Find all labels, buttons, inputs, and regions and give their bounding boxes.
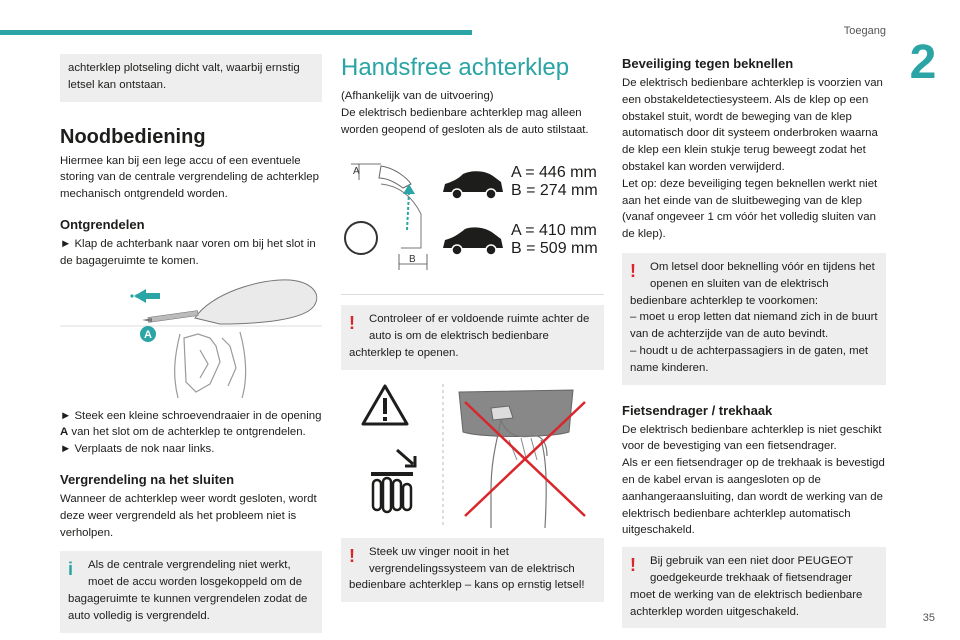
availability-note: (Afhankelijk van de uitvoering) xyxy=(341,90,494,102)
warning-box-space: ! Controleer of er voldoende ruimte achter de auto is om de elektrisch bedienbare achterklep te openen. xyxy=(341,305,604,369)
warning-icon: ! xyxy=(349,545,355,566)
car-crossover-icon xyxy=(441,224,505,258)
warning-icon: ! xyxy=(349,313,355,334)
dimension-b-first: B = 274 mm xyxy=(511,182,598,200)
heading-emergency: Noodbediening xyxy=(60,125,206,148)
lock-paragraph: Wanneer de achterklep weer wordt gesloten, wordt deze weer vergrendeld als het probleem niet is verholpen. xyxy=(60,492,317,539)
emergency-paragraph: Hiermee kan bij een lege accu of een eventuele storing van de centrale vergrendeling de achterklep mechanisch ontgrendeld worden. xyxy=(60,154,319,201)
warning-item: – houdt u de achterpassagiers in de gaten, met name kinderen. xyxy=(630,344,869,374)
continued-warning-box xyxy=(60,54,322,102)
warning-icon: ! xyxy=(630,555,636,576)
warning-box-finger: ! Steek uw vinger nooit in het vergrendelingssysteem van de elektrisch bedienbare achterklep – kans op ernstig letsel! xyxy=(341,538,604,602)
dimension-b-marker: B xyxy=(409,254,416,266)
dimension-a-second: A = 410 mm xyxy=(511,222,597,240)
page-number: 35 xyxy=(922,612,935,624)
chapter-number: 2 xyxy=(909,36,937,89)
bike-carrier-paragraph-2: Als er een fietsendrager op de trekhaak is bevestigd en de kabel ervan is aangesloten op de aanhangeraansluiting, dan wordt de werking van de elektrisch bedienbare achterklep automatisch uitgeschakeld. xyxy=(622,457,885,537)
bike-carrier-paragraph-1: De elektrisch bedienbare achterklep is niet geschikt voor de bevestiging van een fietsendrager. xyxy=(622,423,882,453)
divider xyxy=(341,294,604,295)
car-suv-icon xyxy=(441,168,505,202)
hand-pinch-icon xyxy=(371,450,415,512)
clearance-diagram xyxy=(341,158,604,286)
unlock-step-2: ► Steek een kleine schroevendraaier in de opening A van het slot om de achterklep te ontgrendelen. xyxy=(60,409,322,439)
column-right xyxy=(622,54,886,628)
hazard-triangle-icon xyxy=(363,386,407,424)
heading-bike-carrier: Fietsendrager / trekhaak xyxy=(622,402,773,418)
info-icon: i xyxy=(68,559,74,580)
column-middle xyxy=(341,54,604,602)
callout-a-label: A xyxy=(144,328,152,341)
finger-warning-illustration xyxy=(341,380,604,530)
continued-warning-text: achterklep plotseling dicht valt, waarbij ernstig letsel kan ontstaan. xyxy=(68,62,300,91)
warning-box-towbar: ! Bij gebruik van een niet door PEUGEOT goedgekeurde trekhaak of fietsendrager moet de werking van de elektrisch bedienbare achterklep worden uitgeschakeld. xyxy=(622,547,886,628)
handsfree-paragraph: De elektrisch bedienbare achterklep mag alleen worden geopend of gesloten als de auto stilstaat. xyxy=(341,106,589,136)
warning-item: – moet u erop letten dat niemand zich in de buurt van de achterzijde van de auto bevindt. xyxy=(630,311,878,341)
dimension-b-second: B = 509 mm xyxy=(511,240,598,258)
heading-anti-pinch: Beveiliging tegen beknellen xyxy=(622,56,794,71)
warning-box-pinch: ! Om letsel door beknelling vóór en tijdens het openen en sluiten van de elektrisch bedienbare achterklep te voorkomen: – moet u erop letten dat niemand zich in de buurt van de achterzijde van de auto bevindt. – houdt u de achterpassagiers in de gaten, met name kinderen. xyxy=(622,253,886,385)
anti-pinch-paragraph-2: Let op: deze beveiliging tegen beknellen werkt niet aan het einde van de sluitbeweging van de klep (vanaf ongeveer 1 cm vóór het volledig sluiten van de klep). xyxy=(622,177,878,241)
unlock-step-3: ► Verplaats de nok naar links. xyxy=(60,443,215,456)
unlock-step-1: ► Klap de achterbank naar voren om bij het slot in de bagageruimte te komen. xyxy=(60,237,316,267)
info-box: i Als de centrale vergrendeling niet werkt, moet de accu worden losgekoppeld om de bagageruimte te kunnen vergrendelen zodat de auto volledig is vergrendeld. xyxy=(60,551,322,632)
heading-handsfree-tailgate: Handsfree achterklep xyxy=(341,54,570,81)
dimension-a-marker: A xyxy=(353,166,360,178)
screwdriver-illustration xyxy=(60,274,322,406)
dimension-a-first: A = 446 mm xyxy=(511,164,597,182)
warning-icon: ! xyxy=(630,260,636,281)
tailgate-hand-illustration xyxy=(459,390,573,528)
section-title: Toegang xyxy=(843,25,886,37)
header-accent-bar xyxy=(0,30,472,35)
heading-lock-after-closing: Vergrendeling na het sluiten xyxy=(60,471,235,487)
heading-unlock: Ontgrendelen xyxy=(60,216,145,232)
anti-pinch-paragraph-1: De elektrisch bedienbare achterklep is voorzien van een obstakeldetectiesysteem. Als de klep op een obstakel stuit, wordt de beweging van de klep automatisch door dit systeem onderbroken waarna de klep een klein stukje terug beweegt zodat het obstakel kan worden verwijderd. xyxy=(622,77,883,173)
column-left xyxy=(60,54,322,633)
